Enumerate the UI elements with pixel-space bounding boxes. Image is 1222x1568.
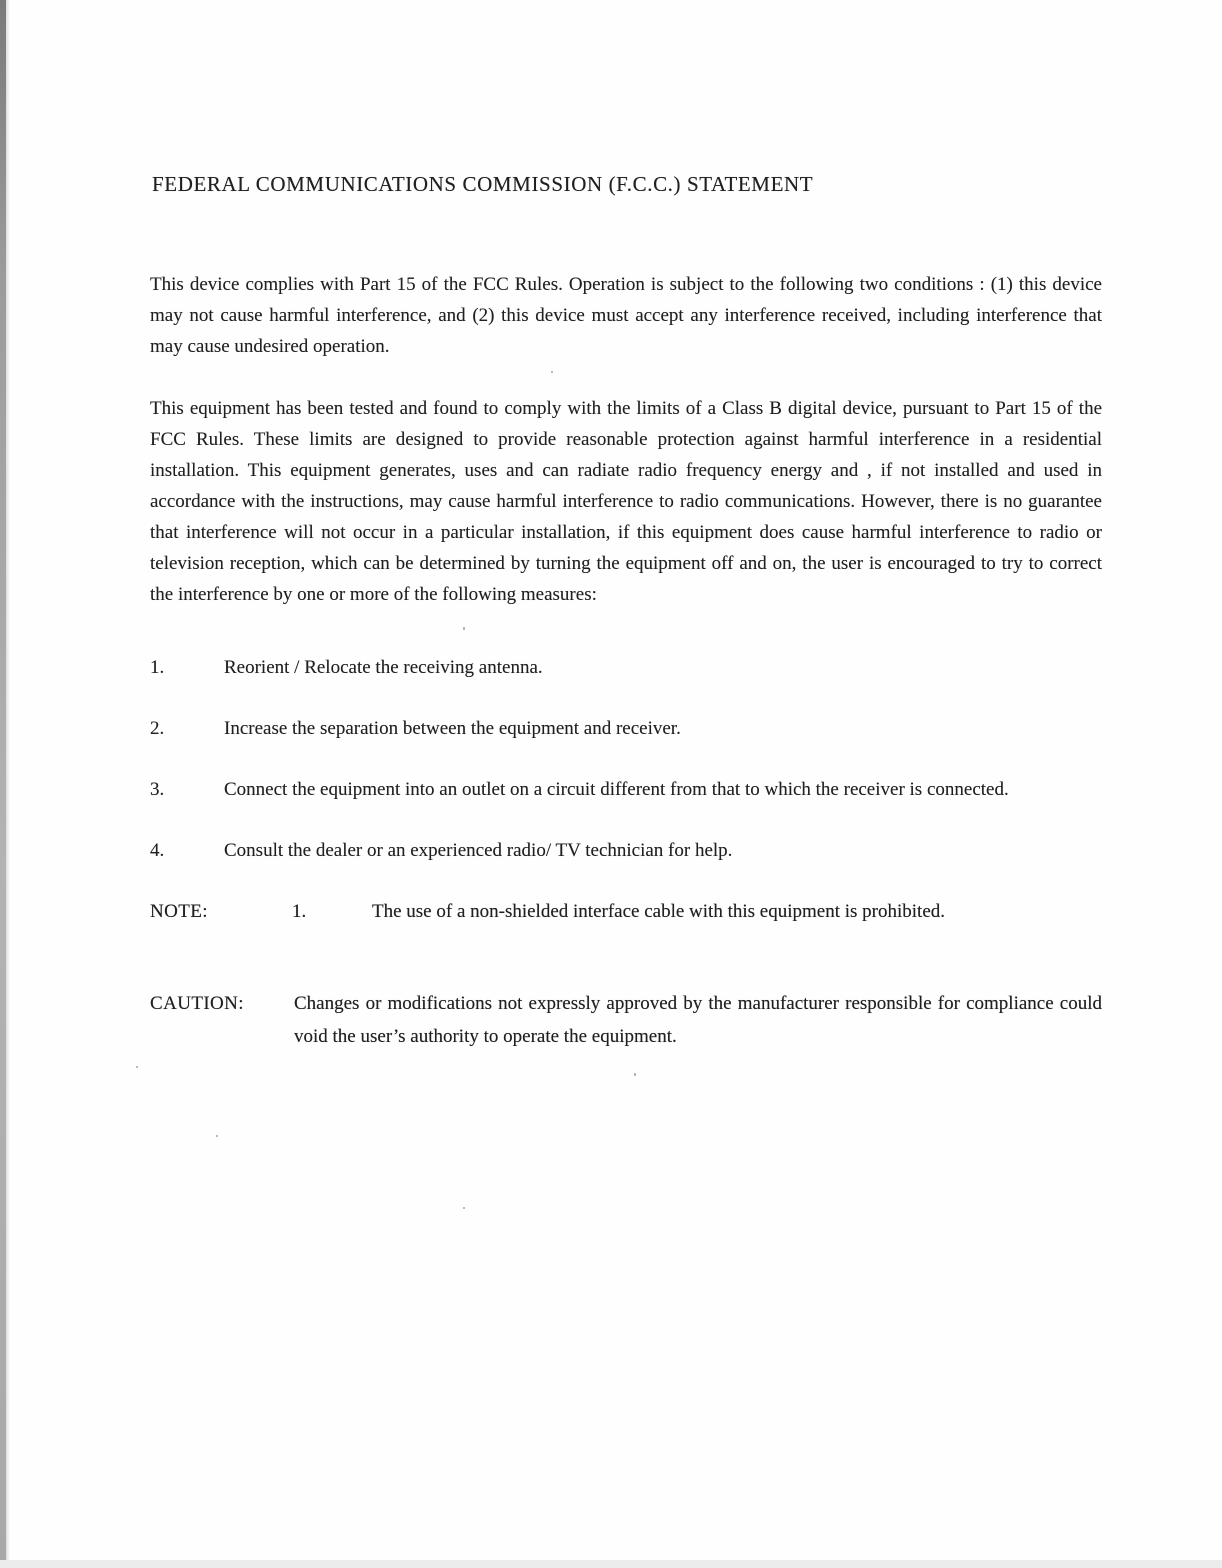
- scan-speck: [463, 627, 465, 630]
- scan-speck: [463, 1207, 465, 1209]
- scan-edge-fade: [6, 0, 10, 1568]
- list-item-number: 2.: [150, 718, 165, 739]
- list-item-number: 4.: [150, 840, 165, 861]
- scan-speck: [136, 1066, 138, 1068]
- list-item-number: 1.: [150, 657, 165, 678]
- scan-speck: [634, 1073, 636, 1076]
- note-item-number: 1.: [292, 901, 307, 922]
- scan-speck: [216, 1135, 218, 1137]
- note-section: [150, 896, 1102, 927]
- list-item-number: 3.: [150, 779, 165, 800]
- scan-bottom-artifact: [0, 1560, 1222, 1568]
- paragraph-equipment-tested: This equipment has been tested and found to comply with the limits of a Class B digital device, pursuant to Part 15 of the FCC Rules. These limits are designed to provide reasonable protection against harmful interference in a residential installation. This equipment generates, uses and can radiate radio frequency energy and , if not installed and used in accordance with the instructions, may cause harmful interference to radio communications. However, there is no guarantee that interference will not occur in a particular installation, if this equipment does cause harmful interference to radio or television reception, which can be determined by turning the equipment off and on, the user is encouraged to try to correct the interference by one or more of the following measures:: [150, 398, 1102, 605]
- page-title: FEDERAL COMMUNICATIONS COMMISSION (F.C.C.) STATEMENT: [152, 172, 814, 196]
- list-item-text: Increase the separation between the equipment and receiver.: [224, 718, 681, 739]
- list-item: [150, 774, 1102, 805]
- list-item: [150, 713, 1102, 744]
- scan-speck: [551, 371, 553, 373]
- note-text: The use of a non-shielded interface cable with this equipment is prohibited.: [372, 901, 945, 922]
- caution-section: [150, 987, 1102, 1053]
- list-item: [150, 835, 1102, 866]
- measures-list: [150, 652, 1102, 866]
- list-item: [150, 652, 1102, 683]
- list-item-text: Reorient / Relocate the receiving antenna.: [224, 657, 543, 678]
- list-item-text: Connect the equipment into an outlet on a circuit different from that to which the receiver is connected.: [224, 779, 1009, 800]
- caution-label: CAUTION:: [150, 993, 244, 1014]
- paragraph-device-compliance: This device complies with Part 15 of the FCC Rules. Operation is subject to the following two conditions : (1) this device may not cause harmful interference, and (2) this device must accept any interference received, including interference that may cause undesired operation.: [150, 274, 1102, 357]
- note-label: NOTE:: [150, 901, 208, 922]
- caution-text: Changes or modifications not expressly approved by the manufacturer responsible for compliance could void the user’s authority to operate the equipment.: [294, 993, 1102, 1047]
- list-item-text: Consult the dealer or an experienced radio/ TV technician for help.: [224, 840, 733, 861]
- document-content: [150, 172, 1102, 1053]
